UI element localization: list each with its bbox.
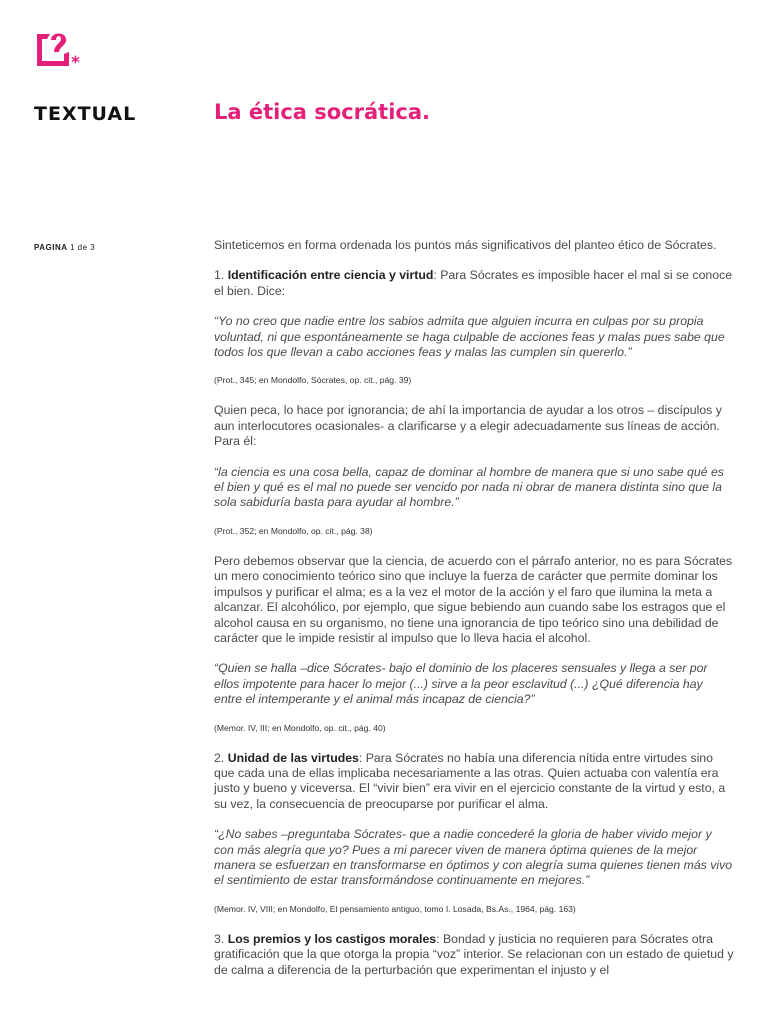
logo-icon <box>34 30 80 70</box>
quote-1: “Yo no creo que nadie entre los sabios admita que alguien incurra en culpas por su propia voluntad, ni que espontáneamente se haga culpable de acciones feas y malas pues sabe que todos los que llevan a cabo acciones feas y malas las cumplen sin quererlo.” <box>214 314 725 360</box>
section-1-text: : Para Sócrates es imposible hacer el mal si se conoce el bien. Dice: <box>214 268 733 298</box>
citation-2: (Prot., 352; en Mondolfo, op. cit., pág. 38) <box>214 525 373 536</box>
section-3-number: 3. <box>214 931 228 946</box>
section-3-heading: Los premios y los castigos morales <box>227 931 437 946</box>
section-2-heading: Unidad de las virtudes <box>227 750 359 765</box>
quote-4: “¿No sabes –preguntaba Sócrates- que a nadie concederé la gloria de haber vivido mejor y con más alegría que yo? Pues a mi parecer viven de manera óptima quienes de la mejor manera se esfuerzan en transformarse en óptimos y con alegría suma quienes tienen más vivo el sentimiento de estar transformándose continuamente en mejores.” <box>214 827 733 888</box>
quote-2: “la ciencia es una cosa bella, capaz de dominar al hombre de manera que si uno sabe qué es el bien y qué es el mal no puede ser vencido por nada ni obrar de manera distinta sino que la sola sabiduría basta para ayudar al hombre.” <box>214 464 724 510</box>
section-1-heading: Identificación entre ciencia y virtud <box>227 268 434 283</box>
intro-paragraph: Sinteticemos en forma ordenada los puntos más significativos del planteo ético de Sócrates. <box>214 238 717 252</box>
article-body <box>214 238 734 993</box>
section-2-text: : Para Sócrates no había una diferencia nítida entre virtudes sino que cada una de ellas implicaba necesariamente a las otras. Quien actuaba con valentía era justo y bueno y viceversa. El “vivir bien” era vivir en el ejercicio constante de la virtud y esto, a su vez, la consecuencia de preocuparse por purificar el alma. <box>214 750 726 811</box>
section-2-number: 2. <box>214 750 228 765</box>
section-1-paragraph <box>214 268 734 299</box>
section-2-paragraph <box>214 751 734 813</box>
section-3-paragraph <box>214 932 734 978</box>
citation-3: (Memor. IV, III; en Mondolfo, op. cit., pág. 40) <box>214 722 386 733</box>
citation-4: (Memor. IV, VIII; en Mondolfo, El pensamiento antiguo, tomo I. Losada, Bs.As., 1964, pág. 163) <box>214 903 576 914</box>
svg-text:*: * <box>71 53 80 70</box>
page-count: 1 de 3 <box>69 243 96 252</box>
page-label: PAGINA <box>34 243 68 252</box>
paragraph-2: Quien peca, lo hace por ignorancia; de ahí la importancia de ayudar a los otros – discípulos y aun interlocutores ocasionales- a clarificarse y a elegir adecuadamente sus líneas de acción. Para él: <box>214 403 722 449</box>
document-title: La ética socrática. <box>214 100 431 124</box>
brand-wordmark: TEXTUAL <box>34 103 137 125</box>
quote-3: “Quien se halla –dice Sócrates- bajo el dominio de los placeres sensuales y llega a ser por ellos impotente para hacer lo mejor (...) sirve a la peor esclavitud (...) ¿Qué diferencia hay entre el intemperante y el animal más incapaz de ciencia?” <box>214 661 708 707</box>
page-indicator <box>34 243 95 252</box>
citation-1: (Prot., 345; en Mondolfo, Sócrates, op. cit., pág. 39) <box>214 375 412 386</box>
paragraph-3: Pero debemos observar que la ciencia, de acuerdo con el párrafo anterior, no es para Sócrates un mero conocimiento teórico sino que incluye la fuerza de carácter que permite dominar los impulsos y purificar el alma; es a la vez el motor de la acción y el faro que ilumina la meta a alcanzar. El alcohólico, por ejemplo, que sigue bebiendo aun cuando sabe los estragos que el alcohol causa en su organismo, no tiene una ignorancia de tipo teórico sino una debilidad de carácter que le impide resistir al impulso que lo lleva hacia el alcohol. <box>214 553 733 645</box>
section-3-text: : Bondad y justicia no requieren para Sócrates otra gratificación que la que otorga la propia “voz” interior. Se relacionan con un estado de quietud y de calma a diferencia de la perturbación que experimentan el injusto y el <box>214 931 734 977</box>
section-1-number: 1. <box>214 268 228 283</box>
